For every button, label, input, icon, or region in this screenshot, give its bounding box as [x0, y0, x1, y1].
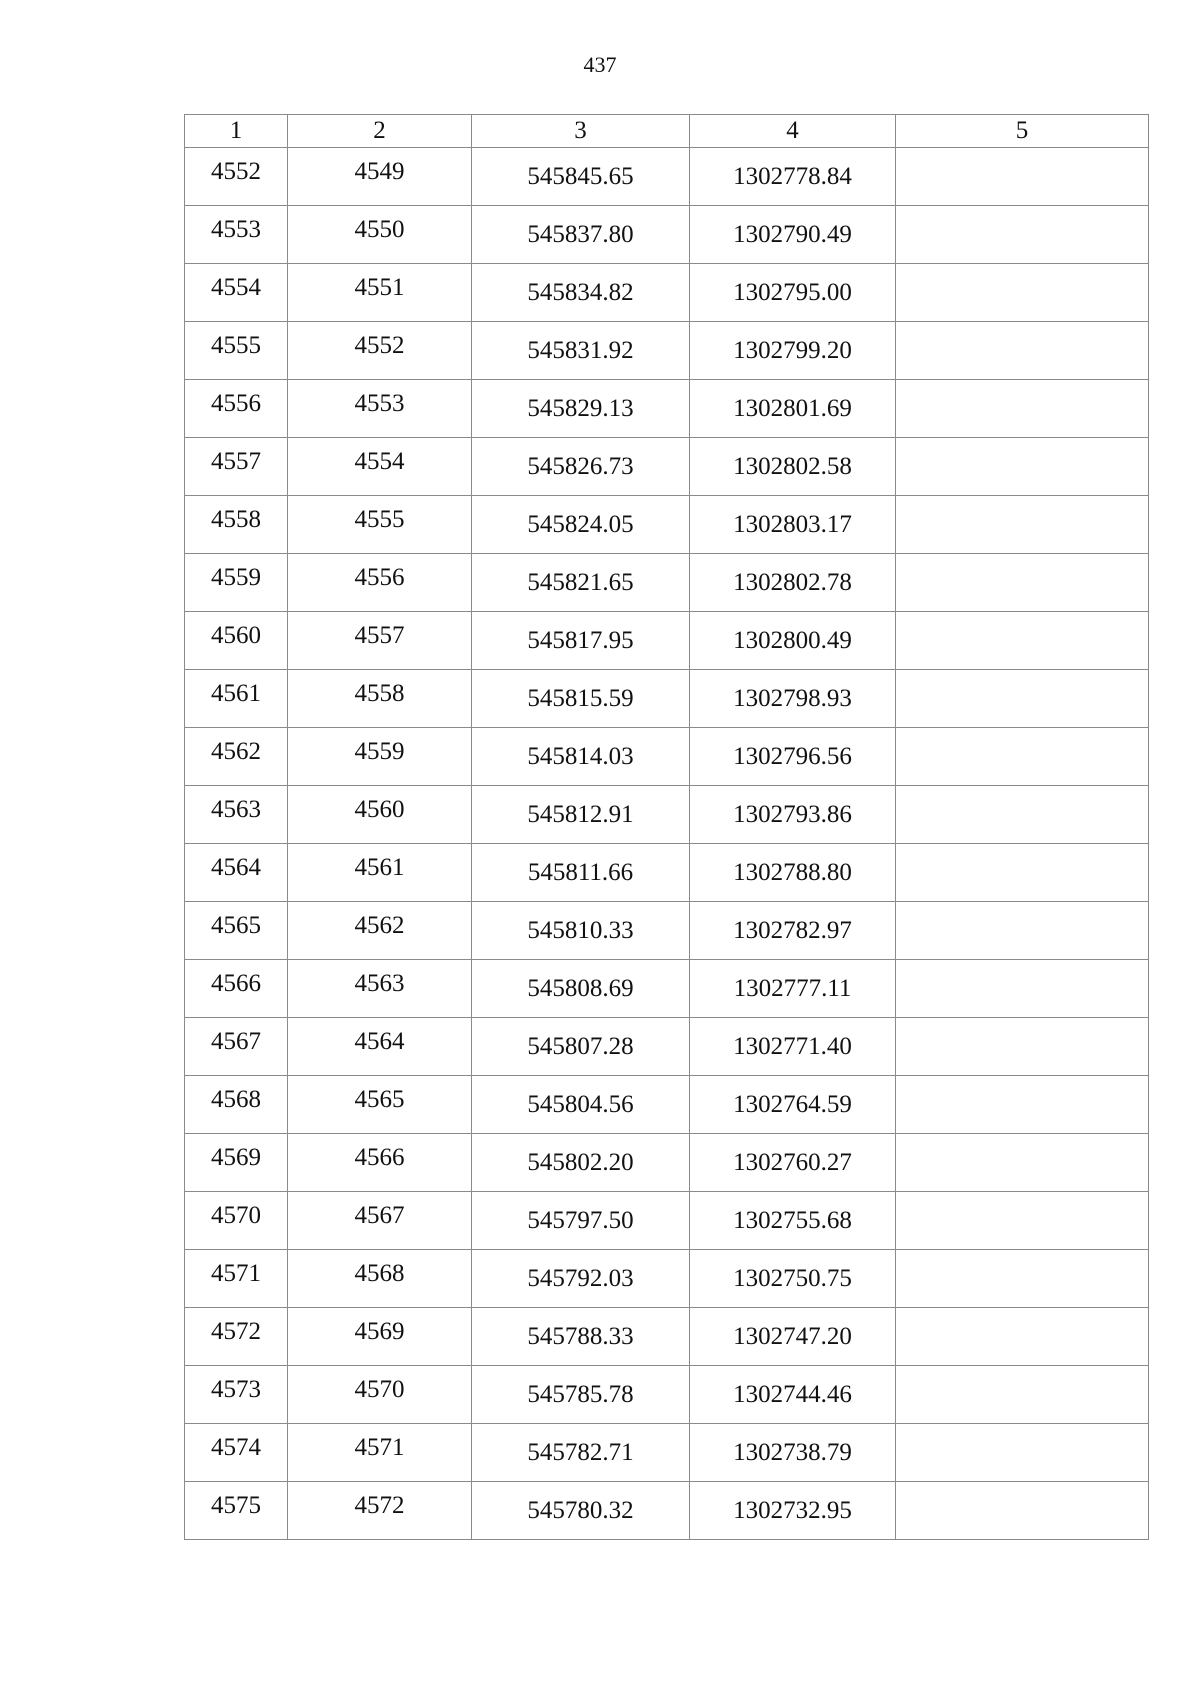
y-coordinate-cell: 1302732.95	[690, 1482, 896, 1540]
note-cell	[896, 148, 1149, 206]
x-coordinate-cell: 545797.50	[472, 1192, 690, 1250]
note-cell	[896, 554, 1149, 612]
note-cell	[896, 1424, 1149, 1482]
point-number-cell: 4569	[185, 1134, 288, 1192]
page-number: 437	[583, 52, 617, 77]
y-coordinate-cell: 1302790.49	[690, 206, 896, 264]
table-row	[185, 322, 1149, 380]
table-row	[185, 1134, 1149, 1192]
previous-point-cell: 4566	[288, 1134, 472, 1192]
table-row	[185, 496, 1149, 554]
note-cell	[896, 1018, 1149, 1076]
point-number-cell: 4558	[185, 496, 288, 554]
previous-point-cell: 4570	[288, 1366, 472, 1424]
note-cell	[896, 670, 1149, 728]
table-row	[185, 844, 1149, 902]
note-cell	[896, 1308, 1149, 1366]
point-number-cell: 4556	[185, 380, 288, 438]
previous-point-cell: 4562	[288, 902, 472, 960]
table-row	[185, 438, 1149, 496]
point-number-cell: 4557	[185, 438, 288, 496]
table-row	[185, 960, 1149, 1018]
y-coordinate-cell: 1302802.58	[690, 438, 896, 496]
previous-point-cell: 4554	[288, 438, 472, 496]
point-number-cell: 4572	[185, 1308, 288, 1366]
y-coordinate-cell: 1302778.84	[690, 148, 896, 206]
table-row	[185, 612, 1149, 670]
table-row	[185, 1192, 1149, 1250]
table-row	[185, 1018, 1149, 1076]
column-header-2: 2	[288, 115, 472, 148]
table-row	[185, 728, 1149, 786]
point-number-cell: 4564	[185, 844, 288, 902]
note-cell	[896, 612, 1149, 670]
y-coordinate-cell: 1302771.40	[690, 1018, 896, 1076]
point-number-cell: 4566	[185, 960, 288, 1018]
x-coordinate-cell: 545782.71	[472, 1424, 690, 1482]
table-row	[185, 1250, 1149, 1308]
previous-point-cell: 4568	[288, 1250, 472, 1308]
note-cell	[896, 264, 1149, 322]
previous-point-cell: 4571	[288, 1424, 472, 1482]
note-cell	[896, 960, 1149, 1018]
previous-point-cell: 4558	[288, 670, 472, 728]
point-number-cell: 4552	[185, 148, 288, 206]
table-row	[185, 554, 1149, 612]
y-coordinate-cell: 1302793.86	[690, 786, 896, 844]
x-coordinate-cell: 545792.03	[472, 1250, 690, 1308]
point-number-cell: 4555	[185, 322, 288, 380]
note-cell	[896, 1076, 1149, 1134]
table-row	[185, 1076, 1149, 1134]
previous-point-cell: 4565	[288, 1076, 472, 1134]
header-row	[185, 115, 1149, 148]
point-number-cell: 4559	[185, 554, 288, 612]
column-header-4: 4	[690, 115, 896, 148]
previous-point-cell: 4572	[288, 1482, 472, 1540]
x-coordinate-cell: 545810.33	[472, 902, 690, 960]
point-number-cell: 4554	[185, 264, 288, 322]
previous-point-cell: 4564	[288, 1018, 472, 1076]
x-coordinate-cell: 545814.03	[472, 728, 690, 786]
point-number-cell: 4575	[185, 1482, 288, 1540]
table-row	[185, 1482, 1149, 1540]
x-coordinate-cell: 545821.65	[472, 554, 690, 612]
previous-point-cell: 4557	[288, 612, 472, 670]
point-number-cell: 4561	[185, 670, 288, 728]
x-coordinate-cell: 545785.78	[472, 1366, 690, 1424]
previous-point-cell: 4560	[288, 786, 472, 844]
x-coordinate-cell: 545826.73	[472, 438, 690, 496]
column-header-5: 5	[896, 115, 1149, 148]
point-number-cell: 4573	[185, 1366, 288, 1424]
y-coordinate-cell: 1302747.20	[690, 1308, 896, 1366]
table-row	[185, 380, 1149, 438]
point-number-cell: 4571	[185, 1250, 288, 1308]
x-coordinate-cell: 545780.32	[472, 1482, 690, 1540]
y-coordinate-cell: 1302744.46	[690, 1366, 896, 1424]
y-coordinate-cell: 1302796.56	[690, 728, 896, 786]
point-number-cell: 4567	[185, 1018, 288, 1076]
note-cell	[896, 1250, 1149, 1308]
column-header-1: 1	[185, 115, 288, 148]
note-cell	[896, 902, 1149, 960]
x-coordinate-cell: 545817.95	[472, 612, 690, 670]
table-row	[185, 1424, 1149, 1482]
y-coordinate-cell: 1302802.78	[690, 554, 896, 612]
point-number-cell: 4570	[185, 1192, 288, 1250]
note-cell	[896, 206, 1149, 264]
table-row	[185, 264, 1149, 322]
previous-point-cell: 4550	[288, 206, 472, 264]
note-cell	[896, 1134, 1149, 1192]
table-row	[185, 902, 1149, 960]
previous-point-cell: 4555	[288, 496, 472, 554]
y-coordinate-cell: 1302798.93	[690, 670, 896, 728]
previous-point-cell: 4561	[288, 844, 472, 902]
y-coordinate-cell: 1302750.75	[690, 1250, 896, 1308]
table-row	[185, 1308, 1149, 1366]
point-number-cell: 4563	[185, 786, 288, 844]
table-row	[185, 1366, 1149, 1424]
previous-point-cell: 4563	[288, 960, 472, 1018]
y-coordinate-cell: 1302764.59	[690, 1076, 896, 1134]
x-coordinate-cell: 545811.66	[472, 844, 690, 902]
note-cell	[896, 1366, 1149, 1424]
table-row	[185, 148, 1149, 206]
previous-point-cell: 4556	[288, 554, 472, 612]
point-number-cell: 4562	[185, 728, 288, 786]
y-coordinate-cell: 1302799.20	[690, 322, 896, 380]
x-coordinate-cell: 545824.05	[472, 496, 690, 554]
y-coordinate-cell: 1302777.11	[690, 960, 896, 1018]
y-coordinate-cell: 1302760.27	[690, 1134, 896, 1192]
table-row	[185, 786, 1149, 844]
note-cell	[896, 1482, 1149, 1540]
note-cell	[896, 496, 1149, 554]
y-coordinate-cell: 1302755.68	[690, 1192, 896, 1250]
previous-point-cell: 4549	[288, 148, 472, 206]
y-coordinate-cell: 1302788.80	[690, 844, 896, 902]
x-coordinate-cell: 545831.92	[472, 322, 690, 380]
point-number-cell: 4565	[185, 902, 288, 960]
y-coordinate-cell: 1302782.97	[690, 902, 896, 960]
x-coordinate-cell: 545845.65	[472, 148, 690, 206]
previous-point-cell: 4569	[288, 1308, 472, 1366]
note-cell	[896, 322, 1149, 380]
previous-point-cell: 4559	[288, 728, 472, 786]
point-number-cell: 4553	[185, 206, 288, 264]
x-coordinate-cell: 545829.13	[472, 380, 690, 438]
x-coordinate-cell: 545808.69	[472, 960, 690, 1018]
previous-point-cell: 4567	[288, 1192, 472, 1250]
x-coordinate-cell: 545834.82	[472, 264, 690, 322]
note-cell	[896, 728, 1149, 786]
y-coordinate-cell: 1302801.69	[690, 380, 896, 438]
note-cell	[896, 438, 1149, 496]
x-coordinate-cell: 545812.91	[472, 786, 690, 844]
note-cell	[896, 380, 1149, 438]
x-coordinate-cell: 545804.56	[472, 1076, 690, 1134]
y-coordinate-cell: 1302738.79	[690, 1424, 896, 1482]
previous-point-cell: 4552	[288, 322, 472, 380]
point-number-cell: 4568	[185, 1076, 288, 1134]
x-coordinate-cell: 545802.20	[472, 1134, 690, 1192]
x-coordinate-cell: 545807.28	[472, 1018, 690, 1076]
x-coordinate-cell: 545837.80	[472, 206, 690, 264]
table-row	[185, 206, 1149, 264]
y-coordinate-cell: 1302795.00	[690, 264, 896, 322]
y-coordinate-cell: 1302803.17	[690, 496, 896, 554]
table-body	[185, 148, 1149, 1540]
point-number-cell: 4560	[185, 612, 288, 670]
x-coordinate-cell: 545815.59	[472, 670, 690, 728]
coordinates-table	[184, 114, 1149, 1540]
previous-point-cell: 4551	[288, 264, 472, 322]
note-cell	[896, 786, 1149, 844]
point-number-cell: 4574	[185, 1424, 288, 1482]
note-cell	[896, 844, 1149, 902]
y-coordinate-cell: 1302800.49	[690, 612, 896, 670]
previous-point-cell: 4553	[288, 380, 472, 438]
table-row	[185, 670, 1149, 728]
x-coordinate-cell: 545788.33	[472, 1308, 690, 1366]
column-header-3: 3	[472, 115, 690, 148]
note-cell	[896, 1192, 1149, 1250]
table-header	[185, 115, 1149, 148]
